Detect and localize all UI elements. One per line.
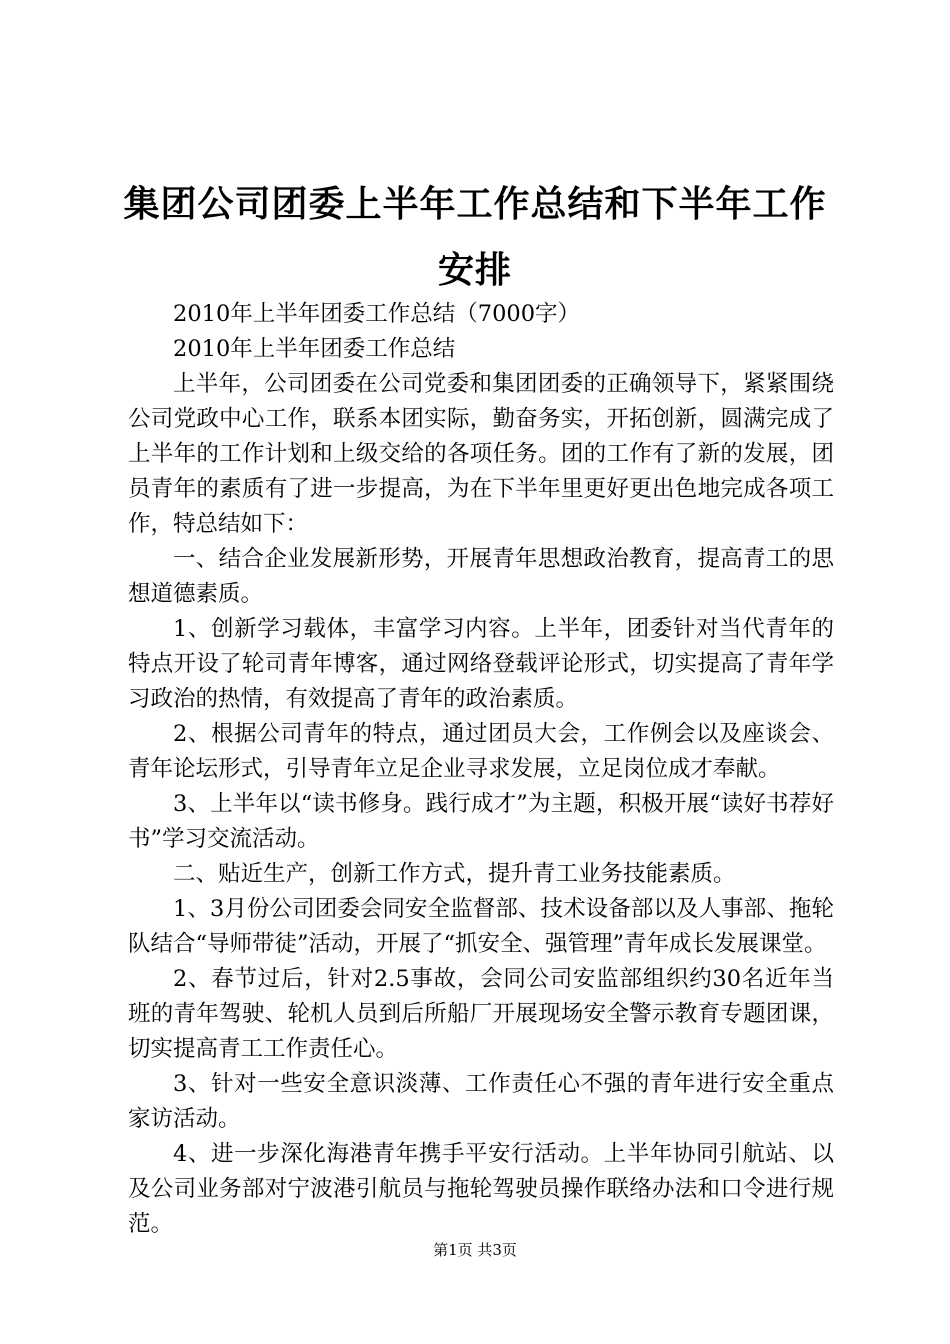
paragraph-item: 3、上半年以“读书修身。践行成才”为主题，积极开展“读好书荐好书”学习交流活动。 [128,791,834,852]
paragraph-item: 1、创新学习载体，丰富学习内容。上半年，团委针对当代青年的特点开设了轮司青年博客，通过网络登载评论形式，切实提高了青年学习政治的热情，有效提高了青年的政治素质。 [128,616,834,712]
document-title: 集团公司团委上半年工作总结和下半年工作安排 [123,184,827,291]
paragraph-item: 2、春节过后，针对2.5事故，会同公司安监部组织约30名近年当班的青年驾驶、轮机人员到后所船厂开展现场安全警示教育专题团课，切实提高青工工作责任心。 [128,966,834,1062]
paragraph-item: 1、3月份公司团委会同安全监督部、技术设备部以及人事部、拖轮队结合“导师带徒”活动，开展了“抓安全、强管理”青年成长发展课堂。 [128,896,834,957]
paragraph-item: 3、针对一些安全意识淡薄、工作责任心不强的青年进行安全重点家访活动。 [128,1071,834,1132]
section-heading-2: 二、贴近生产，创新工作方式，提升青工业务技能素质。 [173,861,736,887]
paragraph-intro: 上半年，公司团委在公司党委和集团团委的正确领导下，紧紧围绕公司党政中心工作，联系本团实际，勤奋务实，开拓创新，圆满完成了上半年的工作计划和上级交给的各项任务。团的工作有了新的发展，团员青年的素质有了进一步提高，为在下半年里更好更出色地完成各项工作，特总结如下： [128,371,834,537]
section-heading-1: 一、结合企业发展新形势，开展青年思想政治教育，提高青工的思想道德素质。 [128,546,834,607]
paragraph-heading: 2010年上半年团委工作总结 [173,336,456,362]
page-footer: 第1页 共3页 [433,1241,517,1259]
paragraph-subtitle: 2010年上半年团委工作总结（7000字） [173,301,581,327]
paragraph-item: 2、根据公司青年的特点，通过团员大会，工作例会以及座谈会、青年论坛形式，引导青年立足企业寻求发展，立足岗位成才奉献。 [128,721,834,782]
document-body [128,297,834,1242]
paragraph-item: 4、进一步深化海港青年携手平安行活动。上半年协同引航站、以及公司业务部对宁波港引航员与拖轮驾驶员操作联络办法和口令进行规范。 [128,1141,834,1237]
